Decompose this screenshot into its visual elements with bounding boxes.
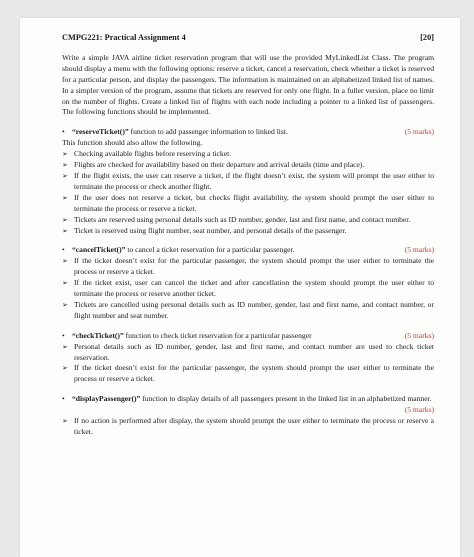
list-item: ➢ Personal details such as ID number, gender, last and first name, and contact number are used to check ticket reservation. (62, 342, 434, 364)
function-marks: (5 marks) (404, 330, 434, 340)
list-item: ➢ If the ticket doesn’t exist for the particular passenger, the system should prompt the user either to terminate the process or reserve a ticket. (62, 363, 434, 385)
list-item: ➢ If the ticket exist, user can cancel the ticket and after cancellation the system should prompt the user either to terminate the process or reserve another ticket. (62, 278, 434, 300)
requirement-list (62, 256, 434, 321)
document-page (20, 18, 460, 557)
total-marks: [20] (420, 33, 434, 42)
list-item: ➢ If no action is performed after display, the system should prompt the user either to terminate the process or reserve a ticket. (62, 416, 434, 438)
function-marks: (5 marks) (404, 127, 434, 137)
function-marks: (5 marks) (404, 405, 434, 415)
function-heading (62, 331, 434, 342)
function-name: “reserveTicket()” (72, 127, 129, 137)
bullet-icon: • (62, 245, 65, 255)
bullet-icon: • (62, 330, 65, 340)
function-name: “checkTicket()” (72, 330, 124, 340)
function-section-cancel (62, 245, 434, 321)
function-heading (62, 127, 434, 138)
function-note: This function should also allow the following. (62, 138, 203, 148)
function-heading (62, 394, 434, 405)
function-description: function to check ticket reservation for a particular passenger (123, 330, 312, 340)
requirement-list (62, 342, 434, 386)
function-section-display (62, 394, 434, 438)
document-content (62, 33, 434, 438)
bullet-icon: • (62, 127, 65, 137)
assignment-title: CMPG221: Practical Assignment 4 (62, 33, 186, 42)
function-name: “displayPassenger()” (72, 394, 141, 404)
function-description: to cancel a ticket reservation for a particular passenger. (125, 245, 295, 255)
list-item: ➢ Flights are checked for availability based on their departure and arrival details (time and place). (62, 160, 434, 171)
bullet-icon: • (62, 394, 65, 404)
requirement-list (62, 416, 434, 438)
function-description: function to add passenger information to linked list. (128, 127, 288, 137)
list-item: ➢ Checking available flights before reserving a ticket. (62, 149, 434, 160)
assignment-header (62, 33, 434, 44)
function-marks: (5 marks) (404, 245, 434, 255)
function-description: function to display details of all passengers present in the linked list in an alphabetized manner. (140, 394, 432, 404)
list-item: ➢ Tickets are reserved using personal details such as ID number, gender, last and first name, and contact number. (62, 215, 434, 226)
requirement-list (62, 149, 434, 236)
function-name: “cancelTicket()” (72, 245, 126, 255)
list-item: ➢ If the flight exists, the user can reserve a ticket, if the flight doesn’t exist, the system will prompt the user either to terminate the process or check another flight. (62, 171, 434, 193)
list-item: ➢ If the ticket doesn’t exist for the particular passenger, the system should prompt the user either to terminate the process or reserve a ticket. (62, 256, 434, 278)
function-section-reserve (62, 127, 434, 236)
list-item: ➢ If the user does not reserve a ticket, but checks flight availability, the system should prompt the user either to terminate the process or reserve a ticket. (62, 193, 434, 215)
list-item: ➢ Ticket is reserved using flight number, seat number, and personal details of the passenger. (62, 226, 434, 237)
list-item: ➢ Tickets are cancelled using personal details such as ID number, gender, last and first name, and contact number, or flight number and seat number. (62, 300, 434, 322)
intro-paragraph: Write a simple JAVA airline ticket reservation program that will use the provided MyLinkedList Class. The program should display a menu with the following options: reserve a ticket, cancel a reservation, check whether a ticket is reserved for a particular person, and display the passengers. The information is maintained on an alphabetized linked list of names. In a simpler version of the program, assume that tickets are reserved for only one flight. In a fuller version, place no limit on the number of flights. Create a linked list of flights with each node including a pointer to a linked list of passengers. The following functions should be implemented. (62, 52, 434, 117)
function-section-check (62, 331, 434, 386)
function-heading (62, 245, 434, 256)
